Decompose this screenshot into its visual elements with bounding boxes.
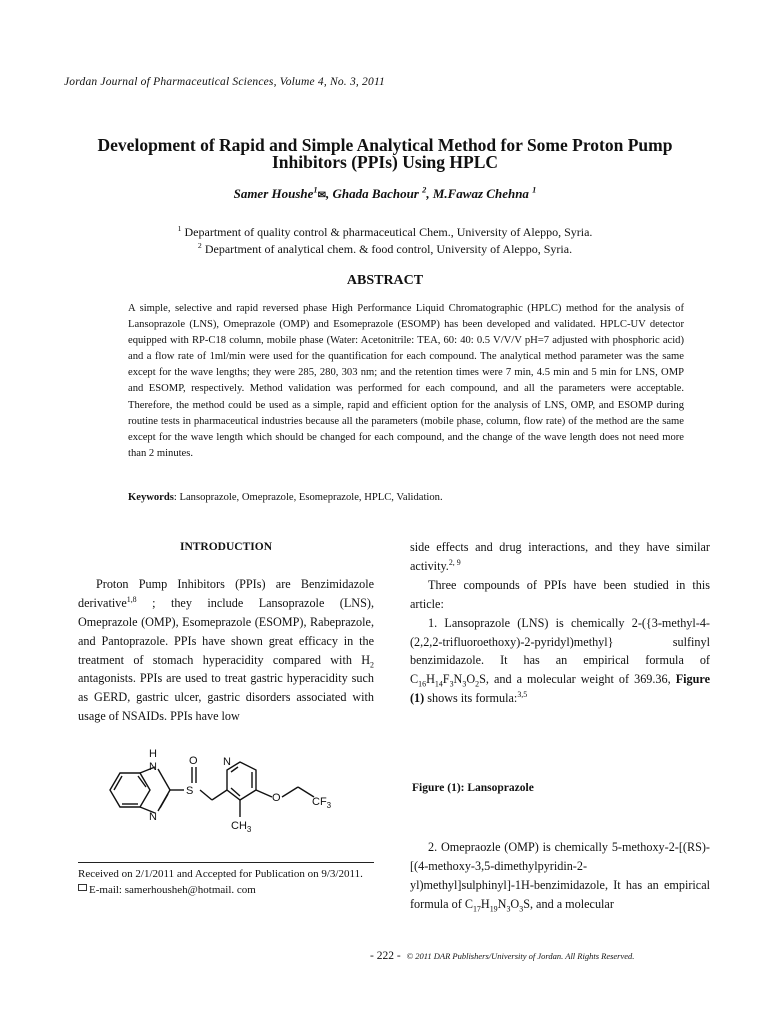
label-ch-sub: 3 xyxy=(246,825,252,834)
label-ch: CH xyxy=(231,820,247,832)
omeprazole-paragraph xyxy=(410,838,710,914)
affiliation-2-text: Department of analytical chem. & food control, University of Aleppo, Syria. xyxy=(204,242,573,256)
omp-text-a: 2. Omepraozle (OMP) is chemically 5-methoxy-2-[(RS)-[(4-methoxy-3,5-dimethylpyridin-2-yl)methyl]sulphinyl]-1H-benzimidazole, It has an empirical formula of C xyxy=(410,840,710,911)
abstract-heading: ABSTRACT xyxy=(346,273,424,288)
lns-text-c: shows its formula: xyxy=(424,691,518,706)
omeprazole-text xyxy=(410,838,710,914)
intro-text-b: ; they include Lansoprazole (LNS), Omeprazole (OMP), Esomeprazole (ESOMP), Rabeprazole, and Pantoprazole. PPIs have shown great efficacy in the treatment of stomach hyperacidity compared with H xyxy=(78,595,374,667)
author-1-affil: 1 xyxy=(313,184,318,195)
label-o-ether: O xyxy=(272,792,281,804)
right-column xyxy=(410,538,710,708)
label-cf3 xyxy=(312,796,332,810)
journal-header: Jordan Journal of Pharmaceutical Sciences, Volume 4, No. 3, 2011 xyxy=(64,76,386,88)
omp-el-n: N xyxy=(497,896,507,911)
abstract-body: A simple, selective and rapid reversed phase High Performance Liquid Chromatographic (HPLC) method for the analysis of Lansoprazole (LNS), Omeprazole (OMP) and Esomeprazole (ESOMP) has been developed and validated. HPLC-UV detector equipped with RP-C18 column, mobile phase (Water: Acetonitrile: TEA, 60: 40: 0.5 V/V/V pH=7 adjusted with phosphoric acid) and a flow rate of 1ml/min were used for the quantification for each compound. The analytical method parameter was the same except for the wave lengths; they were 285, 280, 303 nm; and the retention times were 7 min, 4.5 min and 5 min for LNS, OMP and ESOMP, respectively. Method validation was performed for each compound, and all the parameters were acceptable. Therefore, the method could be used as a simple, rapid and efficient option for the analysis of LNS, OMP, and ESOMP during routine tests in pharmaceutical industries because all the parameters (mobile phase, column, flow rate) of the method are the same except for the wave length which should be changed for each compound, and the change of the wave length does not need more than 2 minutes. xyxy=(128,303,684,459)
lns-el-f: F xyxy=(442,672,450,687)
left-column xyxy=(78,538,374,726)
ref-3-5: 3,5 xyxy=(517,690,528,700)
omp-sub-1: 17 xyxy=(472,904,481,914)
right-paragraph-0 xyxy=(410,538,710,576)
author-3-affil: 1 xyxy=(532,184,537,195)
email-text[interactable]: E-mail: samerhousheh@hotmail. com xyxy=(89,883,256,896)
keywords-text: : Lansoprazole, Omeprazole, Esomeprazole, HPLC, Validation. xyxy=(173,492,443,503)
intro-text-a: Proton Pump Inhibitors (PPIs) are Benzimidazole derivative xyxy=(78,576,374,610)
omp-sub-4: 3 xyxy=(519,904,524,914)
omp-sub-2: 19 xyxy=(489,904,498,914)
label-cf-sub: 3 xyxy=(326,801,332,810)
label-n-top: N xyxy=(149,761,157,773)
lns-el-h: H xyxy=(426,672,435,687)
lns-sub-5: 2 xyxy=(475,679,480,689)
author-3: , M.Fawaz Chehna xyxy=(426,186,529,201)
page-number: - 222 - xyxy=(370,950,401,962)
label-h: H xyxy=(149,748,157,760)
right-paragraph-1: Three compounds of PPIs have been studied in this article: xyxy=(410,577,710,611)
intro-text-c: antagonists. PPIs are used to treat gastric hyperacidity such as GERD, gastric ulcer, gastric disorders associated with usage of NSAIDs. PPIs have low xyxy=(78,671,374,724)
right-text-0: side effects and drug interactions, and they have similar activity. xyxy=(410,540,710,573)
keywords xyxy=(128,492,684,503)
received-dates: Received on 2/1/2011 and Accepted for Publication on 9/3/2011. xyxy=(78,868,363,880)
ref-1-8: 1,8 xyxy=(126,594,137,604)
footnote-divider xyxy=(78,862,374,863)
label-n-bottom: N xyxy=(149,811,157,823)
author-1: Samer Houshe xyxy=(233,186,314,201)
figure-1-reference: Figure (1) xyxy=(410,672,710,706)
lns-sub-3: 3 xyxy=(449,679,454,689)
lns-sub-2: 14 xyxy=(434,679,443,689)
introduction-heading: INTRODUCTION xyxy=(179,541,272,553)
intro-paragraph xyxy=(78,575,374,726)
ref-2-9: 2, 9 xyxy=(448,557,461,567)
keywords-label: Keywords xyxy=(128,492,174,503)
author-list xyxy=(60,186,710,202)
affiliation-1-marker: 1 xyxy=(177,224,182,233)
affiliation-2-marker: 2 xyxy=(197,241,202,250)
affiliation-1 xyxy=(60,225,710,240)
label-s: S xyxy=(186,785,194,797)
received-note xyxy=(78,867,374,898)
lansoprazole-structure xyxy=(100,745,360,835)
email-line xyxy=(78,883,374,899)
copyright: © 2011 DAR Publishers/University of Jordan. All Rights Reserved. xyxy=(406,951,635,961)
omp-el-o: O xyxy=(510,896,520,911)
omp-text-b: S, and a molecular xyxy=(523,896,614,911)
envelope-icon: ✉ xyxy=(317,190,327,201)
label-cf: CF xyxy=(312,796,327,808)
label-n-pyridine: N xyxy=(223,756,231,768)
lns-sub-1: 16 xyxy=(418,679,427,689)
lns-text-b: S, and a molecular weight of 369.36, xyxy=(479,672,676,687)
lns-el-o: O xyxy=(466,672,476,687)
figure-caption: Figure (1): Lansoprazole xyxy=(412,782,534,794)
author-2: , Ghada Bachour xyxy=(326,186,419,201)
envelope-icon-small xyxy=(78,884,87,891)
lns-sub-4: 3 xyxy=(462,679,467,689)
page-footer xyxy=(370,950,634,962)
affiliation-1-text: Department of quality control & pharmaceutical Chem., University of Aleppo, Syria. xyxy=(184,225,593,239)
label-ch3 xyxy=(231,820,252,834)
paper-title: Development of Rapid and Simple Analytical Method for Some Proton Pump Inhibitors (PPIs) Using HPLC xyxy=(97,135,673,172)
lns-el-n: N xyxy=(453,672,463,687)
omp-sub-3: 3 xyxy=(506,904,511,914)
affiliation-2 xyxy=(60,242,710,257)
omp-el-h: H xyxy=(480,896,490,911)
structure-bonds xyxy=(110,762,314,817)
lansoprazole-paragraph xyxy=(410,614,710,709)
lns-text-a: 1. Lansoprazole (LNS) is chemically 2-({3-methyl-4-(2,2,2-trifluoroethoxy)-2-pyridyl)methyl} sulfinyl benzimidazole. It has an empirical formula of C xyxy=(410,615,710,687)
label-o-sulfinyl: O xyxy=(189,755,198,767)
h2-subscript: 2 xyxy=(370,659,374,669)
author-2-affil: 2 xyxy=(422,184,427,195)
